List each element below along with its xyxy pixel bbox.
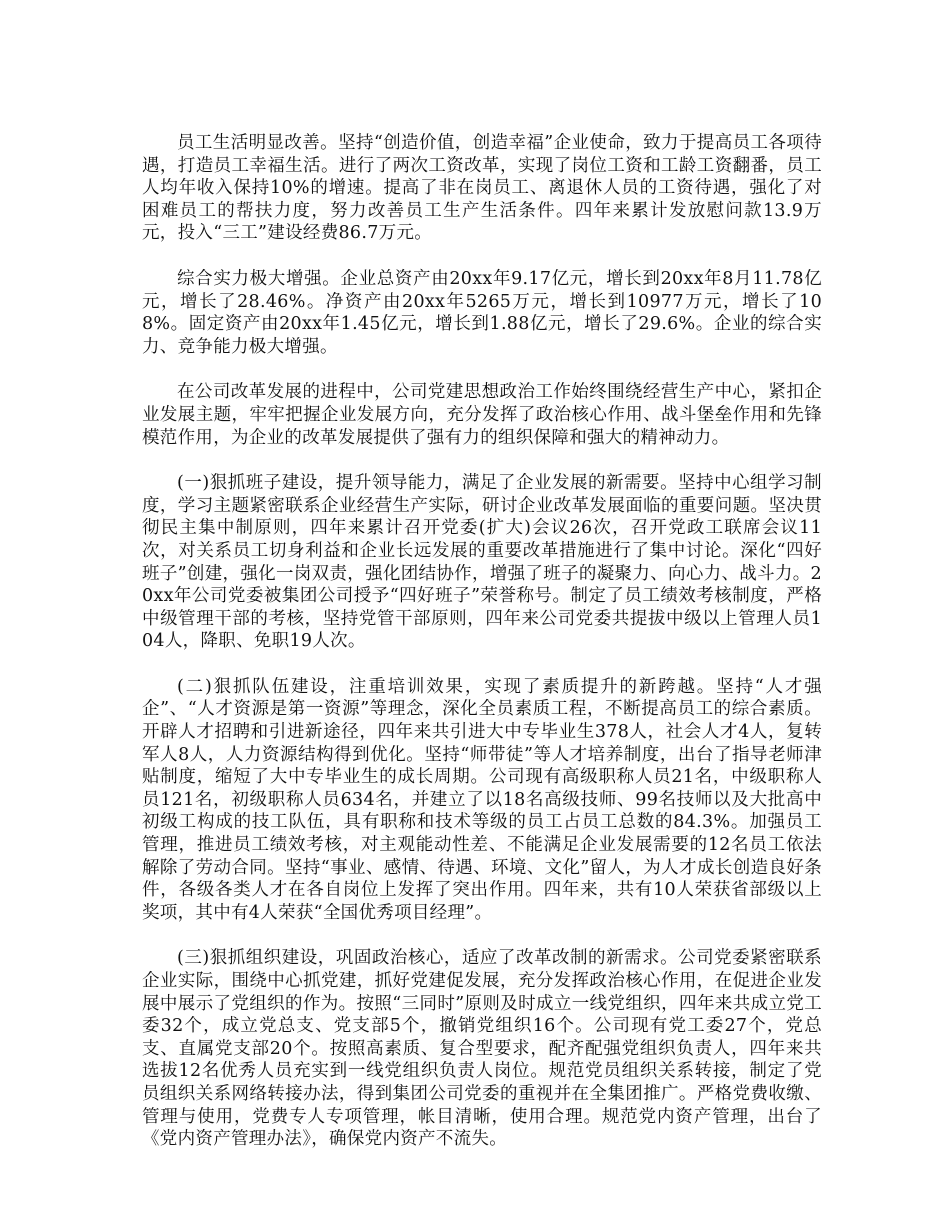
paragraph-party-building-overview: 在公司改革发展的进程中，公司党建思想政治工作始终围绕经营生产中心，紧扣企业发展主题，牢牢把握企业发展方向，充分发挥了政治核心作用、战斗堡垒作用和先锋模范作用，为企业的改革发展提供了强有力的组织保障和强大的精神动力。 [142, 382, 822, 448]
paragraph-comprehensive-strength: 综合实力极大增强。企业总资产由20xx年9.17亿元，增长到20xx年8月11.78亿元，增长了28.46%。净资产由20xx年5265万元，增长到10977万元，增长了108%。固定资产由20xx年1.45亿元，增长到1.88亿元，增长了29.6%。企业的综合实力、竞争能力极大增强。 [142, 268, 822, 357]
paragraph-leadership-building: (一)狠抓班子建设，提升领导能力，满足了企业发展的新需要。坚持中心组学习制度，学习主题紧密联系企业经营生产实际，研讨企业改革发展面临的重要问题。坚决贯彻民主集中制原则，四年来累计召开党委(扩大)会议26次，召开党政工联席会议11次，对关系员工切身利益和企业长远发展的重要改革措施进行了集中讨论。深化“四好班子”创建，强化一岗双责，强化团结协作，增强了班子的凝聚力、向心力、战斗力。20xx年公司党委被集团公司授予“四好班子”荣誉称号。制定了员工绩效考核制度，严格中级管理干部的考核，坚持党管干部原则，四年来公司党委共提拔中级以上管理人员104人，降职、免职19人次。 [142, 473, 822, 652]
paragraph-team-building: (二)狠抓队伍建设，注重培训效果，实现了素质提升的新跨越。坚持“人才强企”、“人才资源是第一资源”等理念，深化全员素质工程，不断提高员工的综合素质。开辟人才招聘和引进新途径，四年来共引进大中专毕业生378人，社会人才4人，复转军人8人，人力资源结构得到优化。坚持“师带徒”等人才培养制度，出台了指导老师津贴制度，缩短了大中专毕业生的成长周期。公司现有高级职称人员21名，中级职称人员121名，初级职称人员634名，并建立了以18名高级技师、99名技师以及大批高中初级工构成的技工队伍，具有职称和技术等级的员工占员工总数的84.3%。加强员工管理，推进员工绩效考核，对主观能动性差、不能满足企业发展需要的12名员工依法解除了劳动合同。坚持“事业、感情、待遇、环境、文化”留人，为人才成长创造良好条件，各级各类人才在各自岗位上发挥了突出作用。四年来，共有10人荣获省部级以上奖项，其中有4人荣获“全国优秀项目经理”。 [142, 676, 822, 923]
document-body [142, 132, 822, 1151]
paragraph-organization-building: (三)狠抓组织建设，巩固政治核心，适应了改革改制的新需求。公司党委紧密联系企业实际，围绕中心抓党建，抓好党建促发展，充分发挥政治核心作用，在促进企业发展中展示了党组织的作为。按照“三同时”原则及时成立一线党组织，四年来共成立党工委32个，成立党总支、党支部5个，撤销党组织16个。公司现有党工委27个，党总支、直属党支部20个。按照高素质、复合型要求，配齐配强党组织负责人，四年来共选拔12名优秀人员充实到一线党组织负责人岗位。规范党员组织关系转接，制定了党员组织关系网络转接办法，得到集团公司党委的重视并在全集团推广。严格党费收缴、管理与使用，党费专人专项管理，帐目清晰，使用合理。规范党内资产管理，出台了《党内资产管理办法》，确保党内资产不流失。 [142, 948, 822, 1150]
paragraph-employee-life: 员工生活明显改善。坚持“创造价值，创造幸福”企业使命，致力于提高员工各项待遇，打造员工幸福生活。进行了两次工资改革，实现了岗位工资和工龄工资翻番，员工人均年收入保持10%的增速。提高了非在岗员工、离退休人员的工资待遇，强化了对困难员工的帮扶力度，努力改善员工生产生活条件。四年来累计发放慰问款13.9万元，投入“三工”建设经费86.7万元。 [142, 133, 822, 244]
